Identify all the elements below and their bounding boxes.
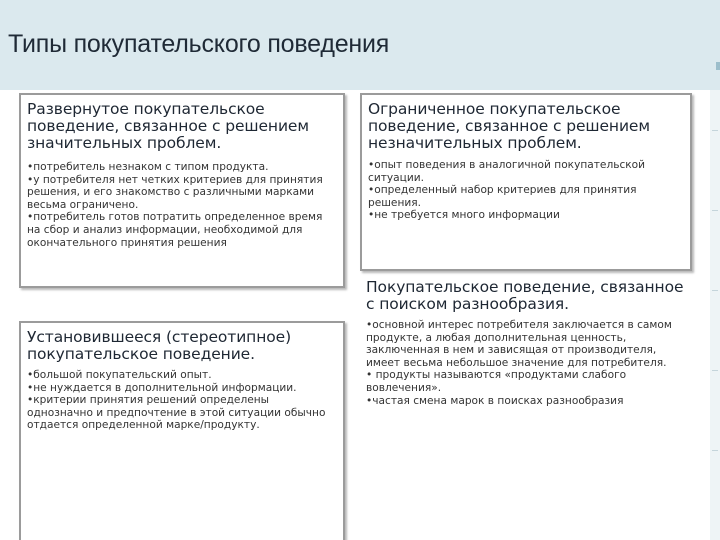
list-item: •критерии принятия решений определены однозначно и предпочтение в этой ситуации обычно отдается определенной марке/продукту.	[27, 394, 326, 432]
list-item: •не нуждается в дополнительной информации.	[27, 381, 297, 394]
panel-complex-title: Развернутое покупательское поведение, связанное с решением значительных проблем.	[27, 100, 309, 152]
rail-tick	[712, 210, 718, 211]
list-item: •потребитель готов потратить определенное время на сбор и анализ информации, необходимой для окончательного принятия решения	[27, 211, 323, 249]
panel-limited-title: Ограниченное покупательское поведение, связанное с решением незначительных проблем.	[368, 100, 650, 152]
rail-tick	[712, 130, 718, 131]
slide-title: Типы покупательского поведения	[8, 30, 390, 58]
panel-habitual-behavior	[19, 321, 345, 540]
list-item: • продукты называются «продуктами слабого вовлечения».	[366, 369, 627, 394]
panel-limited-list	[368, 159, 684, 222]
rail-tick	[712, 370, 718, 371]
panel-habitual-title: Установившееся (стереотипное) покупательское поведение.	[27, 328, 292, 363]
panel-complex-list	[27, 161, 337, 249]
list-item: •не требуется много информации	[368, 209, 560, 222]
panel-variety-list	[366, 319, 686, 407]
rail-tick	[712, 450, 718, 451]
list-item: •большой покупательский опыт.	[27, 369, 212, 381]
panel-habitual-list	[27, 369, 337, 432]
list-item: •частая смена марок в поисках разнообразия	[366, 394, 624, 407]
rail-tick	[712, 290, 718, 291]
panel-variety-behavior	[360, 278, 692, 540]
list-item: •у потребителя нет четких критериев для принятия решения, и его знакомство с различными марками весьма ограничено.	[27, 173, 323, 211]
header-accent-bar	[716, 62, 720, 70]
panel-variety-title: Покупательское поведение, связанное с поиском разнообразия.	[366, 278, 684, 313]
list-item: •основной интерес потребителя заключается в самом продукте, а любая дополнительная ценность, заключенная в нем и зависящая от производителя, имеет весьма небольшое значение для потребителя.	[366, 319, 672, 369]
slide-header	[0, 0, 720, 90]
list-item: •потребитель незнаком с типом продукта.	[27, 161, 269, 173]
right-decorative-rail	[710, 90, 720, 540]
panel-complex-behavior	[19, 93, 345, 288]
list-item: •определенный набор критериев для принятия решения.	[368, 184, 637, 209]
list-item: •опыт поведения в аналогичной покупательской ситуации.	[368, 159, 646, 184]
panel-limited-behavior	[360, 93, 692, 271]
